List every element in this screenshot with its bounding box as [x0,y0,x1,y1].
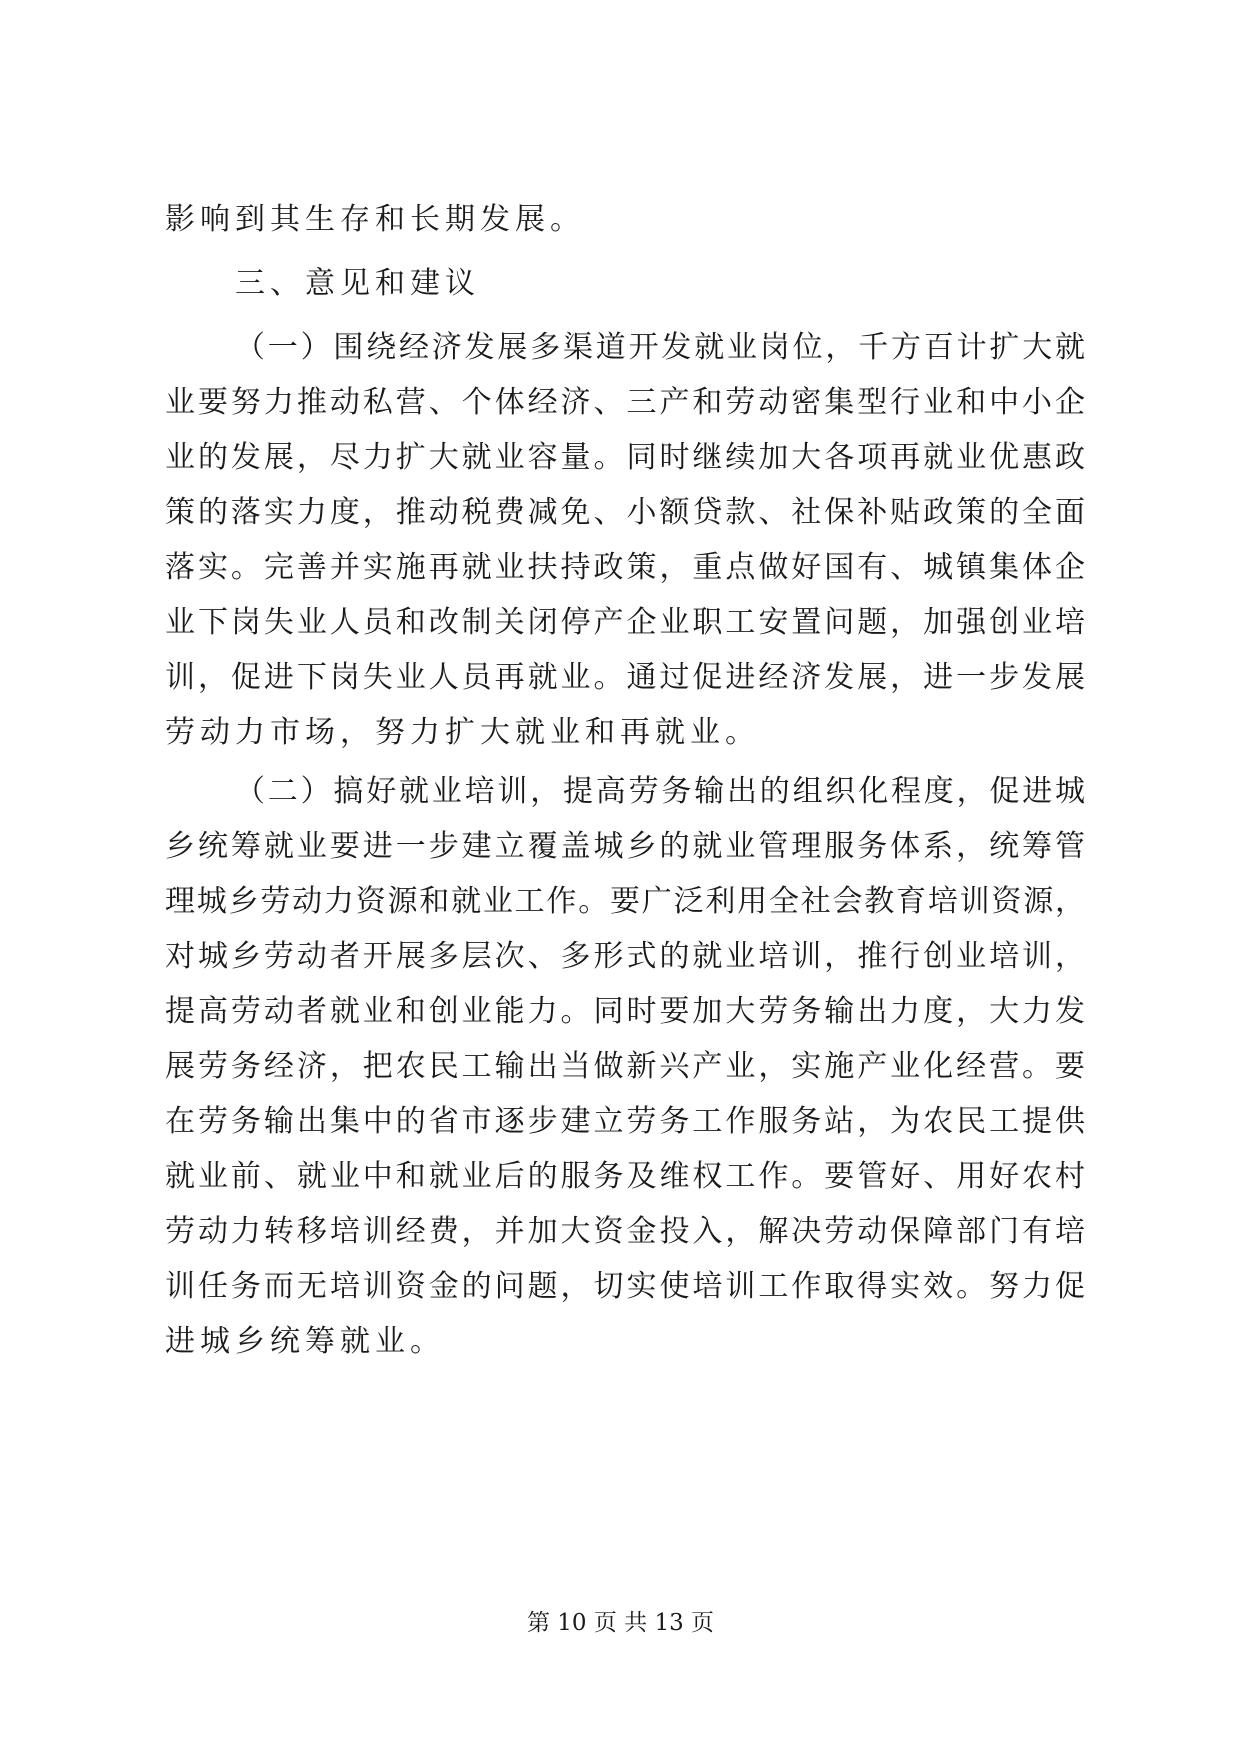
page-number-footer: 第 10 页 共 13 页 [526,1610,715,1636]
text-line: 训任务而无培训资金的问题，切实使培训工作取得实效。努力促 [165,1269,1085,1304]
text-line: 对城乡劳动者开展多层次、多形式的就业培训，推行创业培训， [165,939,1085,974]
text-line: 进城乡统筹就业。 [165,1324,445,1359]
text-line: 展劳务经济，把农民工输出当做新兴产业，实施产业化经营。要 [165,1049,1085,1084]
text-line: （二）搞好就业培训，提高劳务输出的组织化程度，促进城 [235,774,1085,809]
text-line: 理城乡劳动力资源和就业工作。要广泛利用全社会教育培训资源， [165,884,1085,919]
text-line: 在劳务输出集中的省市逐步建立劳务工作服务站，为农民工提供 [165,1104,1085,1139]
text-line: 业要努力推动私营、个体经济、三产和劳动密集型行业和中小企 [165,385,1085,420]
text-line: 落实。完善并实施再就业扶持政策，重点做好国有、城镇集体企 [165,550,1085,585]
text-line: 劳动力市场，努力扩大就业和再就业。 [165,715,760,750]
text-line: 策的落实力度，推动税费减免、小额贷款、社保补贴政策的全面 [165,495,1085,530]
text-line: 业的发展，尽力扩大就业容量。同时继续加大各项再就业优惠政 [165,440,1085,475]
text-line: 训，促进下岗失业人员再就业。通过促进经济发展，进一步发展 [165,660,1085,695]
text-line: （一）围绕经济发展多渠道开发就业岗位，千方百计扩大就 [235,330,1085,365]
text-line: 乡统筹就业要进一步建立覆盖城乡的就业管理服务体系，统筹管 [165,829,1085,864]
text-line: 影响到其生存和长期发展。 [165,202,585,237]
section-heading: 三、意见和建议 [235,266,480,301]
text-line: 就业前、就业中和就业后的服务及维权工作。要管好、用好农村 [165,1159,1085,1194]
text-line: 劳动力转移培训经费，并加大资金投入，解决劳动保障部门有培 [165,1214,1085,1249]
text-line: 业下岗失业人员和改制关闭停产企业职工安置问题，加强创业培 [165,605,1085,640]
text-line: 提高劳动者就业和创业能力。同时要加大劳务输出力度，大力发 [165,994,1085,1029]
